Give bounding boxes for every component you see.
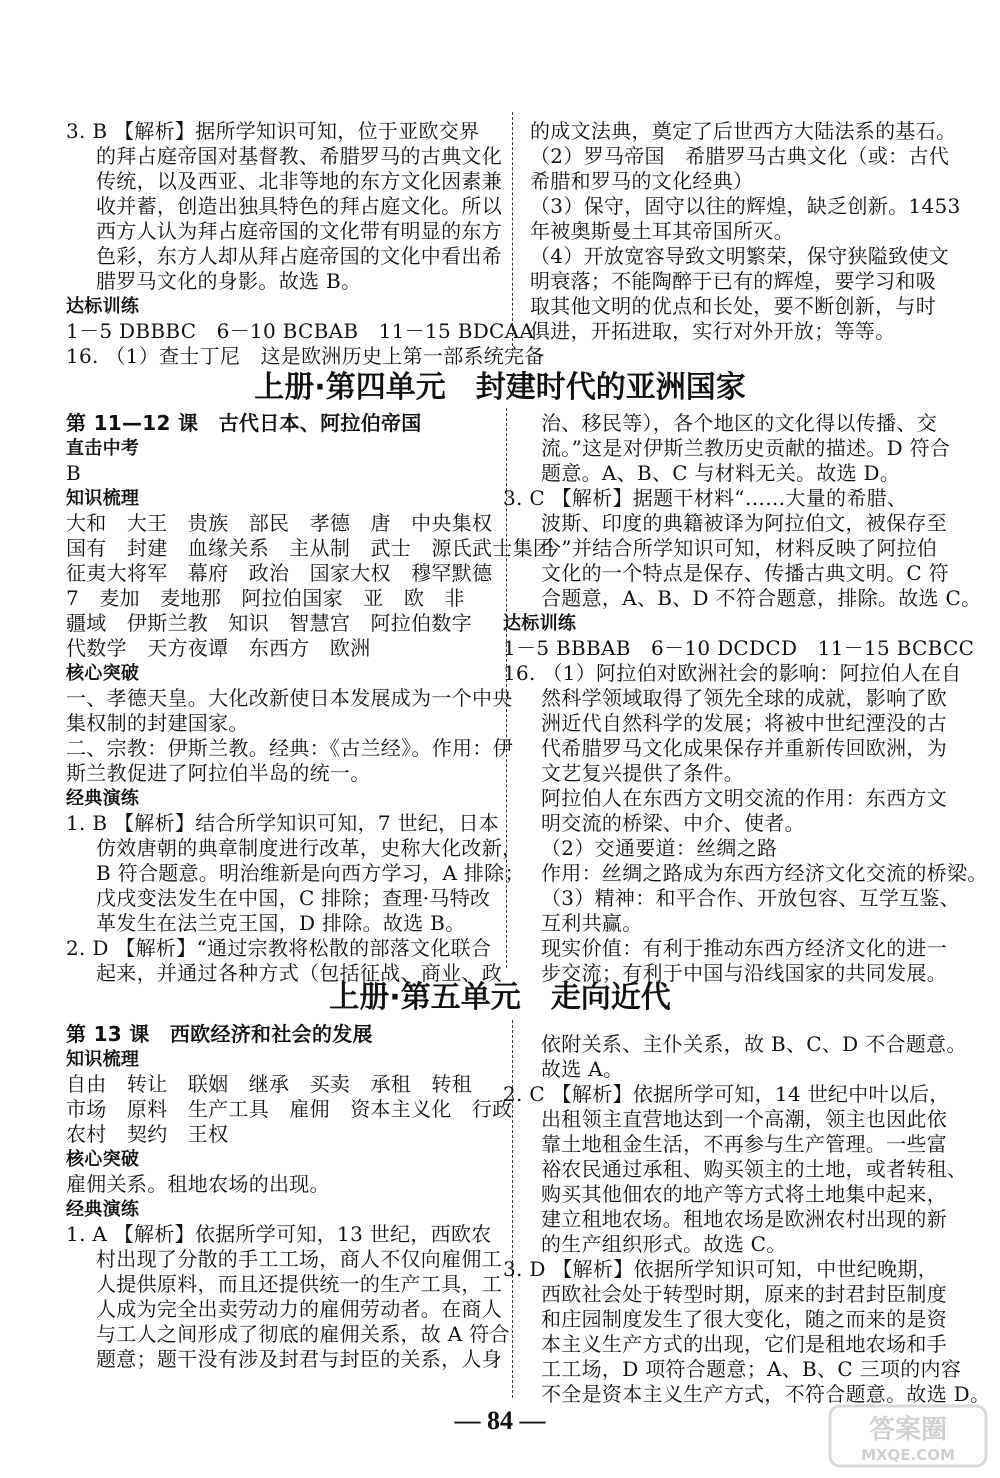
text-line: 西欧社会处于转型时期，原来的封君封臣制度 xyxy=(541,1282,947,1306)
text-line: 靠土地租金生活，不再参与生产管理。一些富 xyxy=(541,1132,947,1156)
text-line: 雇佣关系。租地农场的出现。 xyxy=(66,1172,330,1196)
text-line: 集权制的封建国家。 xyxy=(66,711,249,735)
text-line: 工工场，D 项符合题意；A、B、C 三项的内容 xyxy=(541,1357,962,1381)
text-line: 故选 A。 xyxy=(541,1057,624,1081)
text-line: 一、孝德天皇。大化改新使日本发展成为一个中央 xyxy=(66,686,513,710)
text-line: 16. （1）查士丁尼 这是欧洲历史上第一部系统完备 xyxy=(66,344,545,368)
text-line: 3. C 【解析】据题干材料“……大量的希腊、 xyxy=(503,486,908,510)
section-heading: 经典演练 xyxy=(66,788,140,809)
answer-line: B xyxy=(66,461,81,485)
text-line: 洲近代自然科学的发展；将被中世纪湮没的古 xyxy=(541,711,947,735)
terms-line: 国有 封建 血缘关系 主从制 武士 源氏武士集团 xyxy=(66,536,554,560)
section-heading: 经典演练 xyxy=(66,1199,140,1220)
text-line: 人成为完全出卖劳动力的雇佣劳动者。在商人 xyxy=(96,1297,502,1321)
terms-line: 市场 原料 生产工具 雇佣 资本主义化 行政 xyxy=(66,1097,513,1121)
text-line: 治、移民等），各个地区的文化得以传播、交 xyxy=(541,411,937,435)
text-line: 明衰落；不能陶醉于已有的辉煌，要学习和吸 xyxy=(530,269,936,293)
text-line: 作用：丝绸之路成为东西方经济文化交流的桥梁。 xyxy=(541,861,988,885)
text-line: 和庄园制度发生了很大变化，随之而来的是资 xyxy=(541,1307,947,1331)
text-line: 村出现了分散的手工工场，商人不仅向雇佣工 xyxy=(96,1247,502,1271)
text-line: 现实价值：有利于推动东西方经济文化的进一 xyxy=(541,936,947,960)
text-line: 人提供原料，而且还提供统一的生产工具，工 xyxy=(96,1272,502,1296)
text-line: 3. B 【解析】据所学知识可知，位于亚欧交界 xyxy=(66,119,480,143)
text-line: 波斯、印度的典籍被译为阿拉伯文，被保存至 xyxy=(541,511,947,535)
section-heading: 达标训练 xyxy=(503,613,577,634)
text-line: B 符合题意。明治维新是向西方学习，A 排除； xyxy=(96,861,525,885)
text-line: 合题意，A、B、D 不符合题意，排除。故选 C。 xyxy=(541,586,982,610)
text-line: （3）精神：和平合作、开放包容、互学互鉴、 xyxy=(541,886,961,910)
text-line: 西方人认为拜占庭帝国的文化带有明显的东方 xyxy=(96,219,502,243)
text-line: 购买其他佃农的地产等方式将土地集中起来， xyxy=(541,1182,947,1206)
text-line: 2. D 【解析】“通过宗教将松散的部落文化联合 xyxy=(66,936,492,960)
section-heading: 达标训练 xyxy=(66,296,140,317)
text-line: 明交流的桥梁、中介、使者。 xyxy=(541,811,805,835)
text-line: 色彩，东方人却从拜占庭帝国的文化中看出希 xyxy=(96,244,502,268)
text-line: 文化的一个特点是保存、传播古典文明。C 符 xyxy=(541,561,949,585)
text-line: 裕农民通过承租、购买领主的土地，或者转租、 xyxy=(541,1157,968,1181)
svg-text:MXQE.COM: MXQE.COM xyxy=(861,1446,955,1464)
text-line: 仿效唐朝的典章制度进行改革，史称大化改新， xyxy=(96,836,523,860)
text-line: 出租领主直营地达到一个高潮，领主也因此依 xyxy=(541,1107,947,1131)
section-heading: 核心突破 xyxy=(66,1149,140,1170)
top-right-column xyxy=(530,119,961,344)
text-line: 题意。A、B、C 与材料无关。故选 D。 xyxy=(541,461,901,485)
lesson11-right-column xyxy=(503,411,988,986)
lesson-title: 第 13 课 西欧经济和社会的发展 xyxy=(66,1022,373,1046)
answer-line: 1－5 DBBBC 6－10 BCBAB 11－15 BDCAA xyxy=(66,319,535,343)
section-heading: 核心突破 xyxy=(66,663,140,684)
text-line: 然科学领域取得了领先全球的成就，影响了欧 xyxy=(541,686,947,710)
text-line: 16. （1）阿拉伯对欧洲社会的影响：阿拉伯人在自 xyxy=(503,661,962,685)
text-line: 步交流；有利于中国与沿线国家的共同发展。 xyxy=(541,961,947,985)
text-line: 的拜占庭帝国对基督教、希腊罗马的古典文化 xyxy=(96,144,502,168)
lesson-title: 第 11—12 课 古代日本、阿拉伯帝国 xyxy=(66,411,422,435)
text-line: （3）保守，固守以往的辉煌，缺乏创新。1453 xyxy=(530,194,961,218)
text-line: 代希腊罗马文化成果保存并重新传回欧洲，为 xyxy=(541,736,947,760)
text-line: 斯兰教促进了阿拉伯半岛的统一。 xyxy=(66,761,371,785)
section-heading: 知识梳理 xyxy=(66,488,140,509)
text-line: （4）开放宽容导致文明繁荣，保守狭隘致使文 xyxy=(530,244,950,268)
text-line: 的成文法典，奠定了后世西方大陆法系的基石。 xyxy=(530,119,957,143)
terms-line: 自由 转让 联姻 继承 买卖 承租 转租 xyxy=(66,1072,472,1096)
text-line: 本主义生产方式的出现，它们是租地农场和手 xyxy=(541,1332,947,1356)
text-line: 文艺复兴提供了条件。 xyxy=(541,761,744,785)
text-line: （2）交通要道：丝绸之路 xyxy=(541,836,778,860)
unit-title: 上册·第五单元 走向近代 xyxy=(329,980,671,1015)
text-line: 传统，以及西亚、北非等地的东方文化因素兼 xyxy=(96,169,502,193)
text-line: 1. B 【解析】结合所学知识可知，7 世纪，日本 xyxy=(66,811,500,835)
text-line: 的生产组织形式。故选 C。 xyxy=(541,1232,787,1256)
text-line: 3. D 【解析】依据所学知识可知，中世纪晚期， xyxy=(503,1257,939,1281)
text-line: 取其他文明的优点和长处，要不断创新，与时 xyxy=(530,294,936,318)
text-line: 与工人之间形成了彻底的雇佣关系，故 A 符合 xyxy=(96,1322,510,1346)
terms-line: 农村 契约 王权 xyxy=(66,1122,229,1146)
lesson13-left-column xyxy=(66,1022,513,1372)
answer-line: 1－5 BBBAB 6－10 DCDCD 11－15 BCBCC xyxy=(503,636,975,660)
text-line: 腊罗马文化的身影。故选 B。 xyxy=(96,269,362,293)
text-line: 希腊和罗马的文化经典） xyxy=(530,169,754,193)
terms-line: 7 麦加 麦地那 阿拉伯国家 亚 欧 非 xyxy=(66,586,465,610)
text-line: 二、宗教：伊斯兰教。经典：《古兰经》。作用：伊 xyxy=(66,736,513,760)
section-heading: 知识梳理 xyxy=(66,1049,140,1070)
text-line: 不全是资本主义生产方式，不符合题意。故选 D。 xyxy=(541,1382,991,1406)
text-line: 依附关系、主仆关系，故 B、C、D 不合题意。 xyxy=(541,1032,967,1056)
text-line: 互利共赢。 xyxy=(541,911,643,935)
text-line: 流。”这是对伊斯兰教历史贡献的描述。D 符合 xyxy=(541,436,951,460)
svg-text:答案圈: 答案圈 xyxy=(868,1415,948,1445)
unit-title: 上册·第四单元 封建时代的亚洲国家 xyxy=(254,370,746,405)
text-line: 革发生在法兰克王国，D 排除。故选 B。 xyxy=(96,911,466,935)
terms-line: 代数学 天方夜谭 东西方 欧洲 xyxy=(66,636,371,660)
page-number: — 84 — xyxy=(454,1406,546,1435)
text-line: 起来，并通过各种方式（包括征战、商业、政 xyxy=(96,961,502,985)
lesson13-right-column xyxy=(503,1032,991,1407)
text-line: 戊戌变法发生在中国，C 排除；查理·马特改 xyxy=(96,886,491,910)
text-line: （2）罗马帝国 希腊罗马古典文化（或：古代 xyxy=(530,144,950,168)
text-line: 年被奥斯曼土耳其帝国所灭。 xyxy=(530,219,794,243)
terms-line: 疆域 伊斯兰教 知识 智慧宫 阿拉伯数字 xyxy=(66,611,472,635)
top-left-column xyxy=(66,119,545,369)
text-line: 2. C 【解析】依据所学可知，14 世纪中叶以后， xyxy=(503,1082,950,1106)
text-line: 今”并结合所学知识可知，材料反映了阿拉伯 xyxy=(541,536,938,560)
watermark-logo xyxy=(828,1404,988,1468)
terms-line: 征夷大将军 幕府 政治 国家大权 穆罕默德 xyxy=(66,561,493,585)
text-line: 收并蓄，创造出独具特色的拜占庭文化。所以 xyxy=(96,194,502,218)
text-line: 阿拉伯人在东西方文明交流的作用：东西方文 xyxy=(541,786,947,810)
text-line: 1. A 【解析】依据所学可知，13 世纪，西欧农 xyxy=(66,1222,492,1246)
terms-line: 大和 大王 贵族 部民 孝德 唐 中央集权 xyxy=(66,511,493,535)
column-divider xyxy=(512,112,513,356)
text-line: 俱进，开拓进取，实行对外开放；等等。 xyxy=(530,319,896,343)
text-line: 题意；题干没有涉及封君与封臣的关系，人身 xyxy=(96,1347,502,1371)
section-heading: 直击中考 xyxy=(66,438,140,459)
text-line: 建立租地农场。租地农场是欧洲农村出现的新 xyxy=(541,1207,947,1231)
